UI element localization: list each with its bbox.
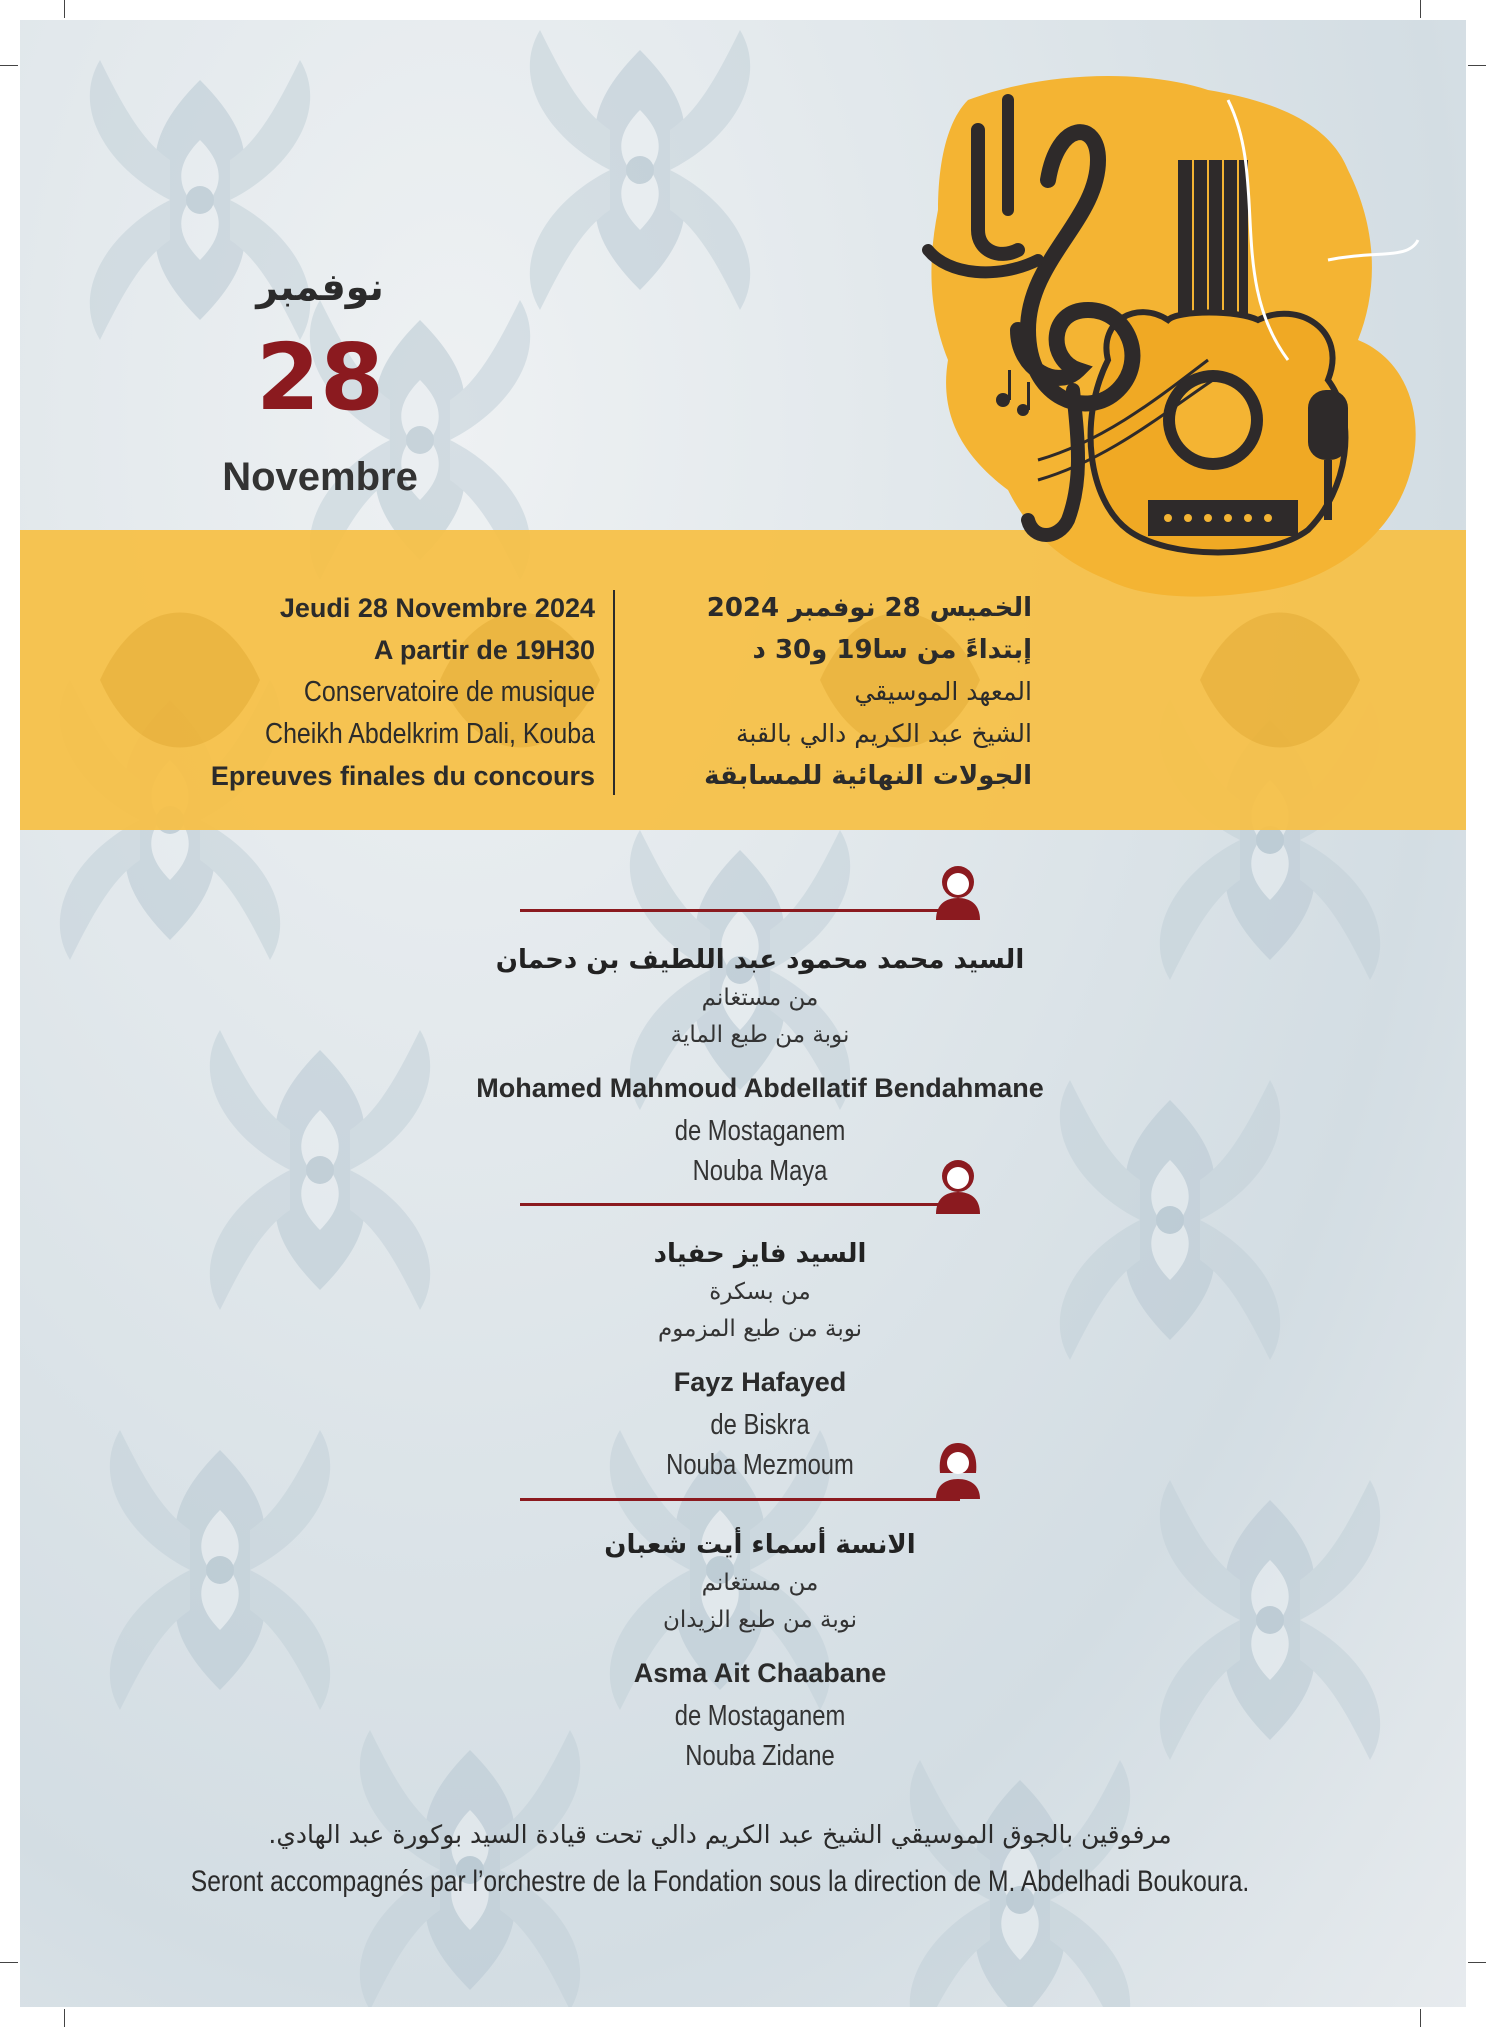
- crop-mark: [1420, 2009, 1421, 2027]
- event-time-ar: إبتداءً من سا19 و30 د: [752, 635, 1032, 665]
- crop-mark: [0, 65, 18, 66]
- footer-arabic: مرفوقين بالجوق الموسيقي الشيخ عبد الكريم دالي تحت قيادة السيد بوكورة عبد الهادي.: [268, 1820, 1172, 1849]
- contestant-nouba-fr: Nouba Mezmoum: [666, 1449, 854, 1481]
- crop-mark: [64, 0, 65, 18]
- dali-logo: [908, 60, 1428, 620]
- contestant-nouba-fr: Nouba Maya: [692, 1155, 828, 1187]
- contestant-divider: [520, 1203, 960, 1206]
- date-month-french: Novembre: [222, 455, 418, 499]
- event-info-french: [120, 587, 595, 797]
- contestant-name-ar: السيد محمد محمود عبد اللطيف بن دحمان: [495, 945, 1025, 975]
- contestant-origin-fr: de Biskra: [710, 1409, 810, 1441]
- event-date-fr: Jeudi 28 Novembre 2024: [279, 593, 595, 623]
- event-title-ar: الجولات النهائية للمسابقة: [704, 761, 1032, 791]
- contestant-divider: [520, 909, 960, 912]
- crop-mark: [64, 2009, 65, 2027]
- contestant-origin-ar: من بسكرة: [709, 1279, 811, 1305]
- event-info-arabic: [632, 587, 1032, 797]
- event-venue-name-fr: Cheikh Abdelkrim Dali, Kouba: [265, 718, 595, 750]
- contestant-name-fr: Fayz Hafayed: [673, 1367, 847, 1397]
- contestant-name-ar: السيد فايز حفياد: [653, 1239, 867, 1269]
- contestant-origin-ar: من مستغانم: [701, 1570, 819, 1596]
- contestant-nouba-ar: نوبة من طبع المزموم: [657, 1316, 863, 1342]
- contestant-divider: [520, 1498, 960, 1501]
- crop-mark: [1468, 65, 1486, 66]
- contestant-origin-fr: de Mostaganem: [674, 1115, 846, 1147]
- contestant-card: [400, 1525, 1120, 1776]
- crop-mark: [1420, 0, 1421, 18]
- contestant-name-fr: Mohamed Mahmoud Abdellatif Bendahmane: [476, 1073, 1044, 1103]
- contestant-nouba-ar: نوبة من طبع الماية: [670, 1022, 850, 1048]
- date-day-number: 28: [255, 324, 385, 431]
- event-venue-name-ar: الشيخ عبد الكريم دالي بالقبة: [736, 719, 1032, 748]
- female-user-icon: [930, 1439, 986, 1501]
- event-date-ar: الخميس 28 نوفمبر 2024: [706, 593, 1032, 623]
- male-user-icon: [930, 860, 986, 922]
- info-separator: [613, 590, 615, 795]
- event-venue-ar: المعهد الموسيقي: [854, 677, 1032, 706]
- crop-mark: [0, 1962, 18, 1963]
- footer-french: Seront accompagnés par l’orchestre de la Fondation sous la direction de M. Abdelhadi Boukoura.: [190, 1865, 1250, 1898]
- contestant-origin-fr: de Mostaganem: [674, 1700, 846, 1732]
- contestant-nouba-fr: Nouba Zidane: [685, 1740, 835, 1772]
- flyer-page: [20, 20, 1466, 2007]
- contestant-origin-ar: من مستغانم: [701, 985, 819, 1011]
- date-month-arabic: نوفمبر: [256, 265, 384, 309]
- contestant-name-ar: الانسة أسماء أيت شعبان: [604, 1530, 916, 1560]
- contestant-card: [400, 1234, 1120, 1485]
- event-title-fr: Epreuves finales du concours: [210, 761, 595, 791]
- event-time-fr: A partir de 19H30: [373, 635, 595, 665]
- crop-mark: [1468, 1962, 1486, 1963]
- contestant-name-fr: Asma Ait Chaabane: [633, 1658, 887, 1688]
- event-venue-fr: Conservatoire de musique: [303, 676, 595, 708]
- contestant-nouba-ar: نوبة من طبع الزيدان: [662, 1607, 858, 1633]
- male-user-icon: [930, 1154, 986, 1216]
- contestant-card: [400, 940, 1120, 1191]
